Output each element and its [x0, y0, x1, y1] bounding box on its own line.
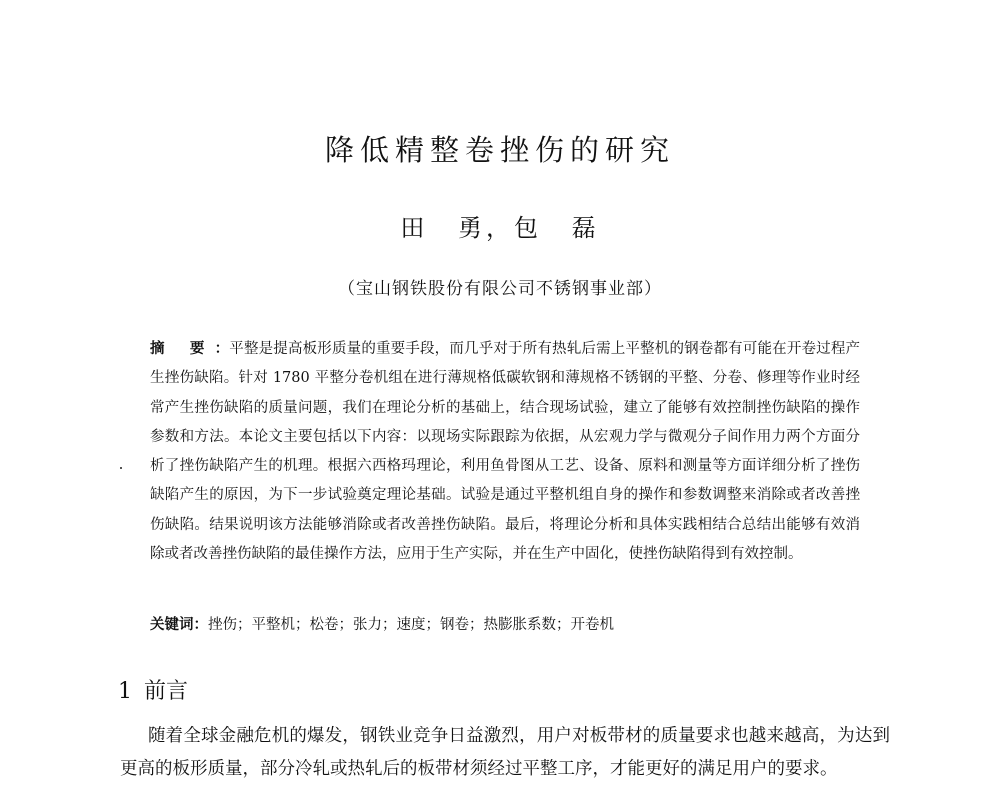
margin-mark [120, 467, 122, 469]
paper-authors: 田 勇，包 磊 [400, 214, 600, 242]
abstract-text: 平整是提高板形质量的重要手段，而几乎对于所有热轧后需上平整机的钢卷都有可能在开卷过程产生挫伤缺陷。针对 1780 平整分卷机组在进行薄规格低碳软钢和薄规格不锈钢的平整、分卷、修理等作业时经常产生挫伤缺陷的质量问题，我们在理论分析的基础上，结合现场试验，建立了能够有效控制挫伤缺陷的操作参数和方法。本论文主要包括以下内容：以现场实际跟踪为依据，从宏观力学与微观分子间作用力两个方面分析了挫伤缺陷产生的机理。根据六西格玛理论，利用鱼骨图从工艺、设备、原料和测量等方面详细分析了挫伤缺陷产生的原因，为下一步试验奠定理论基础。试验是通过平整机组自身的操作和参数调整来消除或者改善挫伤缺陷。结果说明该方法能够消除或者改善挫伤缺陷。最后，将理论分析和具体实践相结合总结出能够有效消除或者改善挫伤缺陷的最佳操作方法，应用于生产实际，并在生产中固化，使挫伤缺陷得到有效控制。 [150, 341, 861, 563]
paper-affiliation: （宝山钢铁股份有限公司不锈钢事业部） [338, 279, 662, 299]
section-number: 1 [118, 679, 132, 704]
abstract-block [150, 334, 860, 569]
abstract-colon: ： [214, 340, 230, 357]
keywords-block [150, 612, 860, 638]
intro-paragraph: 随着全球金融危机的爆发，钢铁业竞争日益激烈，用户对板带材的质量要求也越来越高，为达到更高的板形质量，部分冷轧或热轧后的板带材须经过平整工序，才能更好的满足用户的要求。 [120, 726, 890, 779]
keywords-label: 关键词： [150, 616, 208, 633]
section-heading-intro [118, 674, 188, 705]
section-title: 前言 [144, 679, 189, 704]
abstract-label: 摘 要 [150, 340, 215, 357]
keywords-text: 挫伤；平整机；松卷；张力；速度；钢卷；热膨胀系数；开卷机 [208, 617, 614, 633]
paper-title: 降低精整卷挫伤的研究 [324, 133, 675, 167]
